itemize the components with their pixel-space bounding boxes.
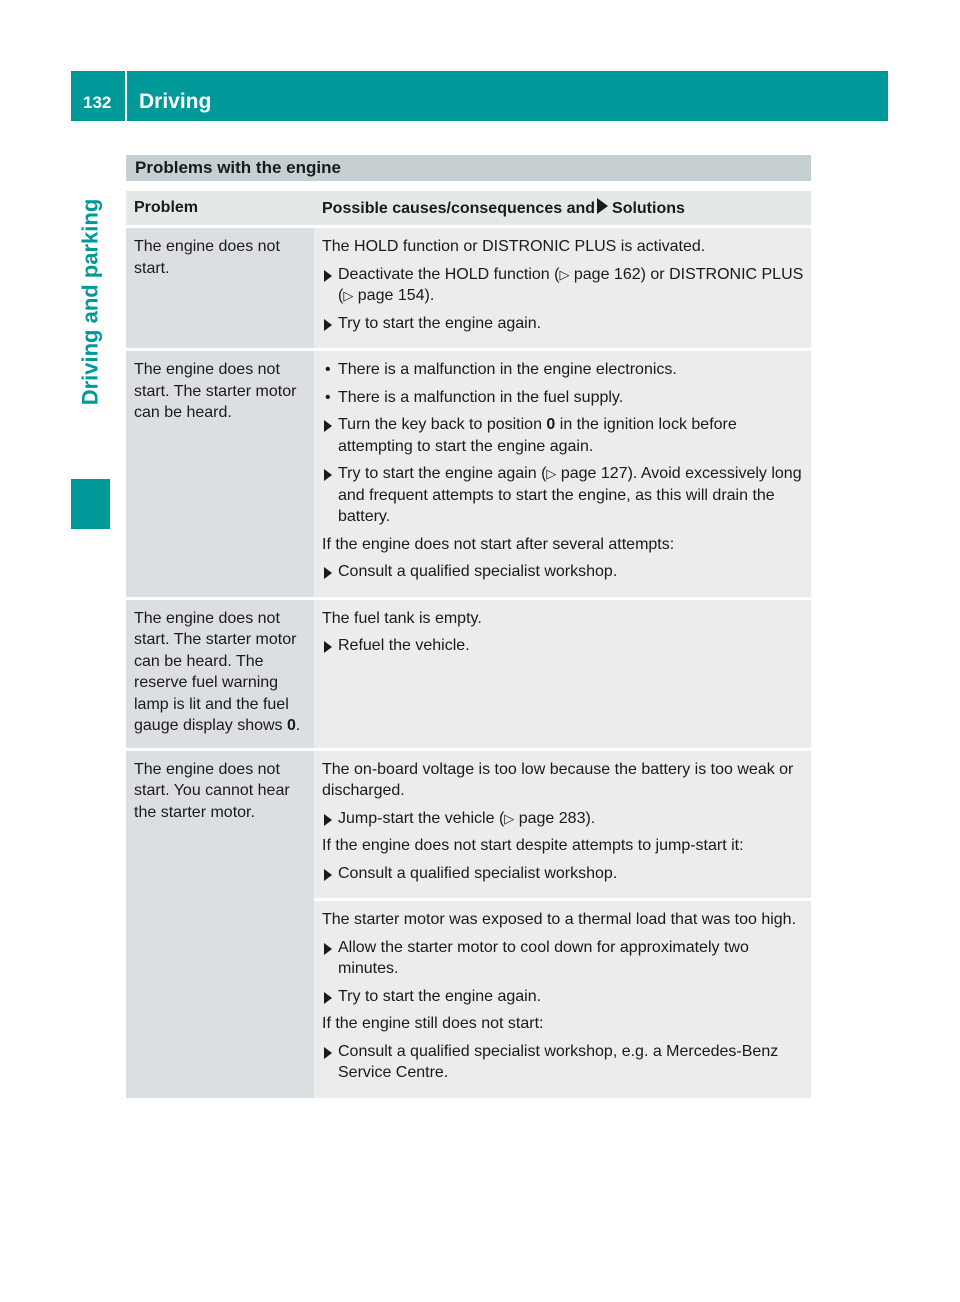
action-item: Allow the starter motor to cool down for approximately two minutes. — [322, 937, 805, 980]
page-number: 132 — [83, 93, 112, 112]
section-title: Problems with the engine — [126, 155, 811, 181]
note-text: If the engine does not start after several attempts: — [322, 535, 675, 553]
page-ref-icon: ▷ — [559, 266, 570, 282]
content — [126, 155, 811, 1101]
table-row — [126, 228, 811, 348]
cause-text: The fuel tank is empty. — [322, 609, 482, 627]
action-item: Try to start the engine again (▷ page 127). Avoid excessively long and frequent attempts to start the engine, as this will drain the battery. — [322, 463, 805, 528]
side-tab — [71, 127, 110, 529]
side-tab-marker — [71, 479, 110, 529]
problem-cell: The engine does not start. — [126, 228, 314, 348]
problem-cell: The engine does not start. The starter motor can be heard. — [126, 351, 314, 597]
solution-cell — [314, 901, 811, 1098]
action-item: Turn the key back to position 0 in the ignition lock before attempting to start the engine again. — [322, 414, 805, 457]
problem-cell: The engine does not start. The starter motor can be heard. The reserve fuel warning lamp is lit and the fuel gauge display shows 0. — [126, 600, 314, 748]
solution-cell — [314, 228, 811, 348]
action-item: Try to start the engine again. — [322, 986, 805, 1008]
header-bar — [71, 71, 888, 121]
problem-cell: The engine does not start. You cannot hear the starter motor. — [126, 751, 314, 1098]
cause-text: The HOLD function or DISTRONIC PLUS is activated. — [322, 238, 706, 255]
column-header-solutions: Possible causes/consequences and Solutions — [314, 191, 811, 225]
problems-table — [126, 188, 811, 1101]
action-item: Try to start the engine again. — [322, 313, 805, 335]
page-ref-icon: ▷ — [504, 810, 515, 826]
action-item: Refuel the vehicle. — [322, 635, 805, 657]
cause-bullet: • There is a malfunction in the engine electronics. — [322, 359, 805, 381]
solution-cell — [314, 600, 811, 748]
table-row — [126, 351, 811, 597]
column-header-problem: Problem — [126, 191, 314, 225]
page-ref-icon: ▷ — [546, 466, 557, 481]
side-tab-label: Driving and parking — [77, 198, 103, 406]
header-divider — [125, 71, 127, 121]
action-item: Consult a qualified specialist workshop. — [322, 561, 805, 583]
action-item: Jump-start the vehicle (▷ page 283). — [322, 808, 805, 830]
solution-cell — [314, 351, 811, 597]
table-header-row — [126, 191, 811, 225]
cause-text: The starter motor was exposed to a thermal load that was too high. — [322, 911, 797, 928]
note-text: If the engine does not start despite attempts to jump-start it: — [322, 837, 744, 854]
action-item: Consult a qualified specialist workshop. — [322, 863, 805, 885]
note-text: If the engine still does not start: — [322, 1015, 544, 1032]
table-row — [126, 600, 811, 748]
action-item: Deactivate the HOLD function (▷ page 162) or DISTRONIC PLUS (▷ page 154). — [322, 264, 805, 307]
cause-text: The on-board voltage is too low because the battery is too weak or discharged. — [322, 760, 794, 799]
cause-bullet: • There is a malfunction in the fuel supply. — [322, 387, 805, 409]
solution-cell — [314, 751, 811, 899]
page-ref-icon: ▷ — [343, 288, 354, 303]
table-row — [126, 751, 811, 899]
chapter-title: Driving — [139, 90, 212, 113]
action-arrow-icon — [597, 198, 608, 214]
action-item: Consult a qualified specialist workshop, e.g. a Mercedes-Benz Service Centre. — [322, 1041, 805, 1084]
